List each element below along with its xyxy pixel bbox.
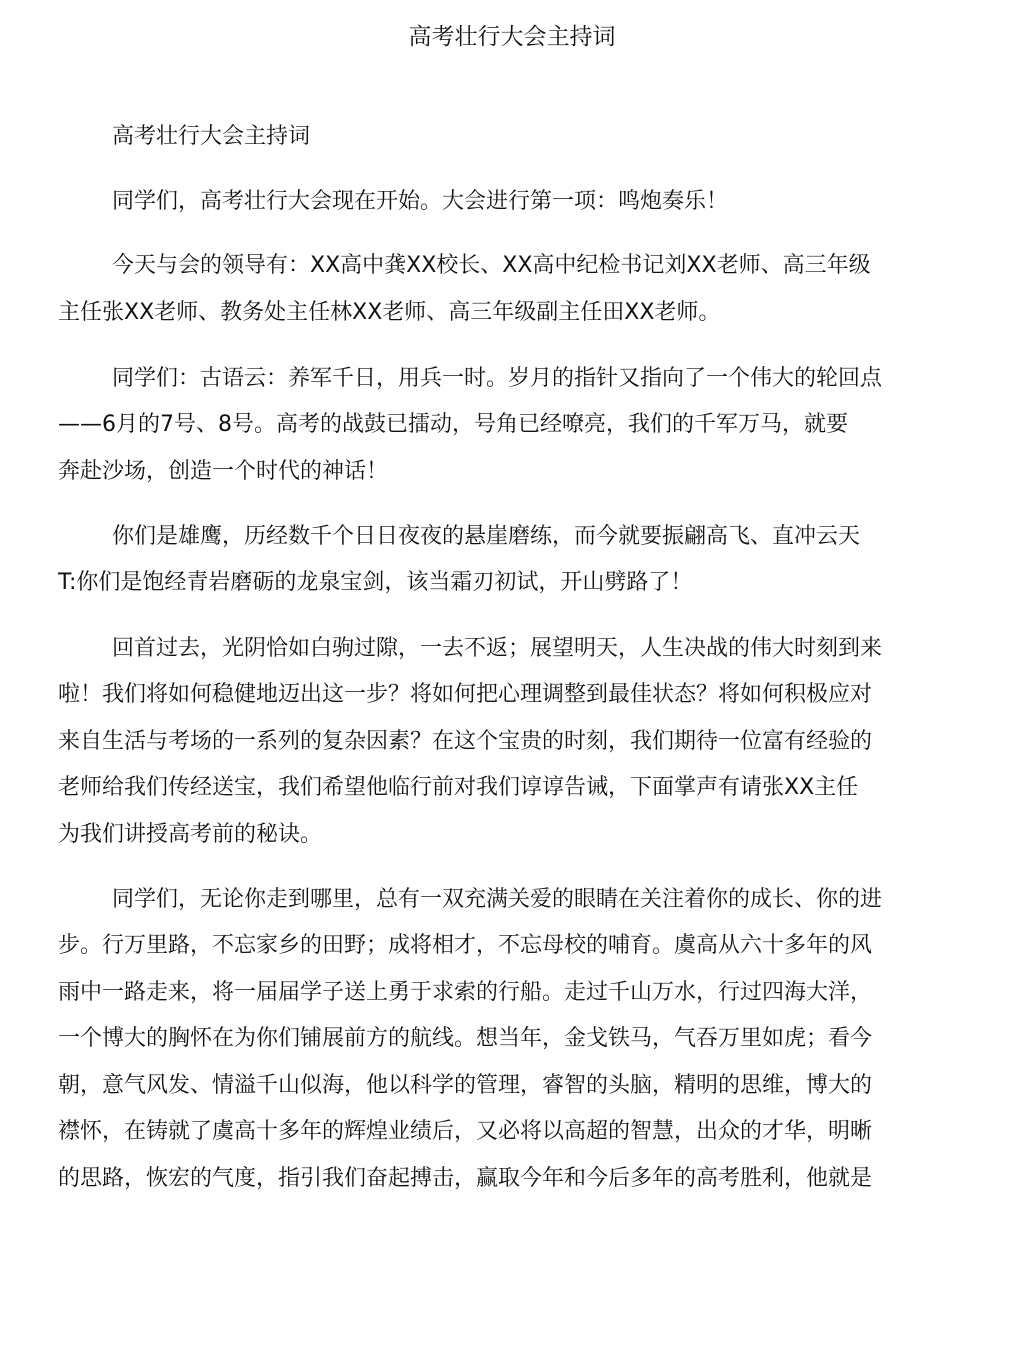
paragraph-line: 来自生活与考场的一系列的复杂因素？在这个宝贵的时刻，我们期待一位富有经验的 <box>58 729 873 754</box>
paragraph-line: 你们是雄鹰，历经数千个日日夜夜的悬崖磨练，而今就要振翩高飞、直冲云天 <box>112 524 861 549</box>
paragraph-line: 襟怀，在铸就了虞高十多年的辉煌业绩后，又必将以高超的智慧，出众的才华，明晰 <box>58 1119 873 1144</box>
paragraph-line: 主任张XX老师、教务处主任林XX老师、高三年级副主任田XX老师。 <box>58 300 721 325</box>
paragraph-line: 雨中一路走来，将一届届学子送上勇于求索的行船。走过千山万水，行过四海大洋， <box>58 980 873 1005</box>
paragraph-line: 朝，意气风发、情溢千山似海，他以科学的管理，睿智的头脑，精明的思维，博大的 <box>58 1073 873 1098</box>
paragraph-line: 同学们，无论你走到哪里，总有一双充满关爱的眼睛在关注着你的成长、你的进 <box>112 887 883 912</box>
paragraph-line: 为我们讲授高考前的秘诀。 <box>58 822 323 847</box>
document-subtitle: 高考壮行大会主持词 <box>112 124 311 149</box>
paragraph-line: 啦！我们将如何稳健地迈出这一步？将如何把心理调整到最佳状态？将如何积极应对 <box>58 682 873 707</box>
paragraph-line: 奔赴沙场，创造一个时代的神话！ <box>58 459 389 484</box>
paragraph-line: ——6月的7号、8号。高考的战鼓已擂动，号角已经嘹亮，我们的千军万马，就要 <box>58 412 848 437</box>
paragraph-line: 老师给我们传经送宝，我们希望他临行前对我们谆谆告诫，下面掌声有请张XX主任 <box>58 775 859 800</box>
paragraph-line: 同学们：古语云：养军千日，用兵一时。岁月的指针又指向了一个伟大的轮回点 <box>112 366 883 391</box>
paragraph-line: 今天与会的领导有：XX高中龚XX校长、XX高中纪检书记刘XX老师、高三年级 <box>112 253 871 278</box>
paragraph-line: 回首过去，光阴恰如白驹过隙，一去不返；展望明天，人生决战的伟大时刻到来 <box>112 636 883 661</box>
paragraph-line: 步。行万里路，不忘家乡的田野；成将相才，不忘母校的哺育。虞高从六十多年的风 <box>58 933 873 958</box>
paragraph-line: T:你们是饱经青岩磨砺的龙泉宝剑，该当霜刃初试，开山劈路了！ <box>58 570 693 595</box>
paragraph-line: 同学们，高考壮行大会现在开始。大会进行第一项：鸣炮奏乐！ <box>112 189 729 214</box>
paragraph-line: 的思路，恢宏的气度，指引我们奋起搏击，赢取今年和今后多年的高考胜利，他就是 <box>58 1166 873 1191</box>
document-title: 高考壮行大会主持词 <box>408 24 616 50</box>
paragraph-line: 一个博大的胸怀在为你们铺展前方的航线。想当年，金戈铁马，气吞万里如虎；看今 <box>58 1026 873 1051</box>
